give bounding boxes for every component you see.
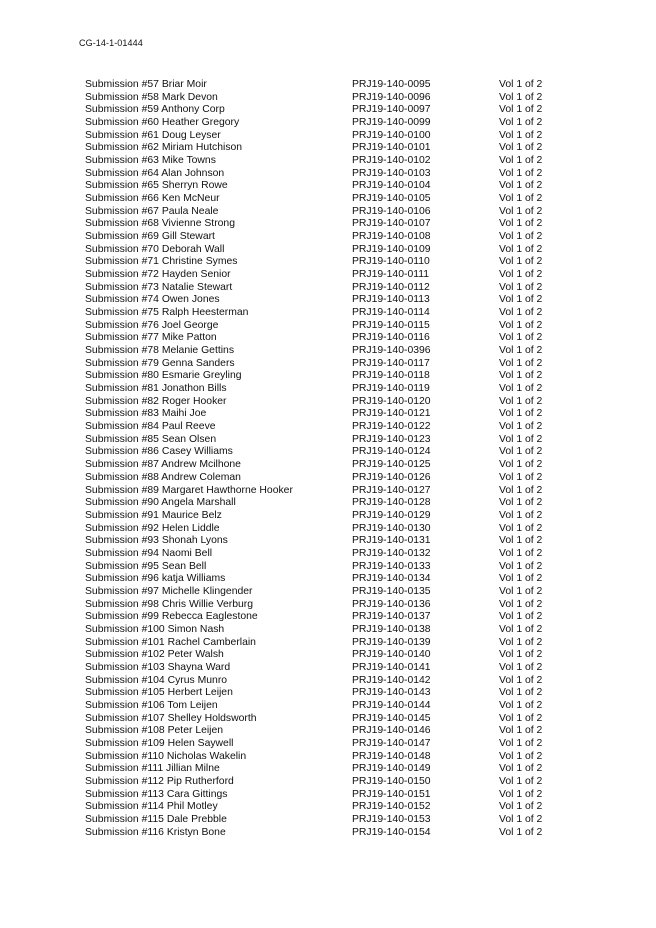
table-row bbox=[85, 662, 565, 675]
submission-name: Submission #116 Kristyn Bone bbox=[85, 826, 226, 838]
table-row bbox=[85, 827, 565, 840]
volume-label: Vol 1 of 2 bbox=[499, 459, 543, 471]
submission-name: Submission #72 Hayden Senior bbox=[85, 269, 231, 281]
volume-label: Vol 1 of 2 bbox=[499, 243, 543, 255]
submission-name: Submission #67 Paula Neale bbox=[85, 205, 219, 217]
project-reference: PRJ19-140-0124 bbox=[352, 446, 431, 458]
table-row bbox=[85, 345, 565, 358]
submission-name: Submission #90 Angela Marshall bbox=[85, 497, 236, 509]
project-reference: PRJ19-140-0130 bbox=[352, 522, 431, 534]
submission-name: Submission #107 Shelley Holdsworth bbox=[85, 712, 257, 724]
project-reference: PRJ19-140-0128 bbox=[352, 497, 431, 509]
volume-label: Vol 1 of 2 bbox=[499, 104, 543, 116]
table-row bbox=[85, 294, 565, 307]
submission-name: Submission #76 Joel George bbox=[85, 319, 219, 331]
project-reference: PRJ19-140-0139 bbox=[352, 636, 431, 648]
project-reference: PRJ19-140-0120 bbox=[352, 395, 431, 407]
submission-name: Submission #57 Briar Moir bbox=[85, 79, 207, 90]
project-reference: PRJ19-140-0097 bbox=[352, 104, 431, 116]
table-row bbox=[85, 725, 565, 738]
project-reference: PRJ19-140-0142 bbox=[352, 674, 431, 686]
submission-name: Submission #93 Shonah Lyons bbox=[85, 535, 228, 547]
volume-label: Vol 1 of 2 bbox=[499, 801, 543, 813]
volume-label: Vol 1 of 2 bbox=[499, 383, 543, 395]
project-reference: PRJ19-140-0119 bbox=[352, 383, 430, 395]
project-reference: PRJ19-140-0109 bbox=[352, 243, 431, 255]
submission-name: Submission #81 Jonathon Bills bbox=[85, 383, 227, 395]
submission-name: Submission #92 Helen Liddle bbox=[85, 522, 220, 534]
volume-label: Vol 1 of 2 bbox=[499, 573, 543, 585]
volume-label: Vol 1 of 2 bbox=[499, 522, 543, 534]
volume-label: Vol 1 of 2 bbox=[499, 129, 543, 141]
table-row bbox=[85, 738, 565, 751]
submission-name: Submission #101 Rachel Camberlain bbox=[85, 636, 256, 648]
volume-label: Vol 1 of 2 bbox=[499, 319, 543, 331]
project-reference: PRJ19-140-0144 bbox=[352, 699, 431, 711]
submission-name: Submission #62 Miriam Hutchison bbox=[85, 142, 243, 154]
volume-label: Vol 1 of 2 bbox=[499, 826, 543, 838]
submission-name: Submission #104 Cyrus Munro bbox=[85, 674, 228, 686]
submission-name: Submission #74 Owen Jones bbox=[85, 294, 220, 306]
volume-label: Vol 1 of 2 bbox=[499, 231, 543, 243]
table-row bbox=[85, 421, 565, 434]
project-reference: PRJ19-140-0152 bbox=[352, 801, 431, 813]
volume-label: Vol 1 of 2 bbox=[499, 547, 543, 559]
table-row bbox=[85, 320, 565, 333]
table-row bbox=[85, 408, 565, 421]
table-row bbox=[85, 561, 565, 574]
submission-name: Submission #89 Margaret Hawthorne Hooker bbox=[85, 484, 293, 496]
table-row bbox=[85, 206, 565, 219]
project-reference: PRJ19-140-0153 bbox=[352, 813, 431, 825]
submission-name: Submission #69 Gill Stewart bbox=[85, 231, 215, 243]
project-reference: PRJ19-140-0111 bbox=[352, 269, 430, 281]
volume-label: Vol 1 of 2 bbox=[499, 661, 543, 673]
volume-label: Vol 1 of 2 bbox=[499, 560, 543, 572]
table-row bbox=[85, 218, 565, 231]
submission-name: Submission #60 Heather Gregory bbox=[85, 117, 240, 129]
volume-label: Vol 1 of 2 bbox=[499, 446, 543, 458]
volume-label: Vol 1 of 2 bbox=[499, 218, 543, 230]
project-reference: PRJ19-140-0096 bbox=[352, 91, 431, 103]
project-reference: PRJ19-140-0396 bbox=[352, 345, 431, 357]
table-row bbox=[85, 700, 565, 713]
volume-label: Vol 1 of 2 bbox=[499, 421, 543, 433]
submission-name: Submission #83 Maihi Joe bbox=[85, 408, 207, 420]
project-reference: PRJ19-140-0141 bbox=[352, 661, 431, 673]
table-row bbox=[85, 358, 565, 371]
project-reference: PRJ19-140-0140 bbox=[352, 649, 431, 661]
volume-label: Vol 1 of 2 bbox=[499, 674, 543, 686]
submission-name: Submission #103 Shayna Ward bbox=[85, 661, 231, 673]
project-reference: PRJ19-140-0116 bbox=[352, 332, 430, 344]
submission-name: Submission #68 Vivienne Strong bbox=[85, 218, 235, 230]
volume-label: Vol 1 of 2 bbox=[499, 737, 543, 749]
submission-name: Submission #110 Nicholas Wakelin bbox=[85, 750, 247, 762]
volume-label: Vol 1 of 2 bbox=[499, 117, 543, 129]
volume-label: Vol 1 of 2 bbox=[499, 509, 543, 521]
table-row bbox=[85, 130, 565, 143]
volume-label: Vol 1 of 2 bbox=[499, 332, 543, 344]
project-reference: PRJ19-140-0132 bbox=[352, 547, 431, 559]
volume-label: Vol 1 of 2 bbox=[499, 699, 543, 711]
submission-name: Submission #112 Pip Rutherford bbox=[85, 775, 234, 787]
submission-name: Submission #58 Mark Devon bbox=[85, 91, 218, 103]
volume-label: Vol 1 of 2 bbox=[499, 712, 543, 724]
submission-name: Submission #102 Peter Walsh bbox=[85, 649, 224, 661]
volume-label: Vol 1 of 2 bbox=[499, 395, 543, 407]
submission-name: Submission #79 Genna Sanders bbox=[85, 357, 235, 369]
project-reference: PRJ19-140-0137 bbox=[352, 611, 431, 623]
volume-label: Vol 1 of 2 bbox=[499, 345, 543, 357]
project-reference: PRJ19-140-0108 bbox=[352, 231, 431, 243]
table-row bbox=[85, 142, 565, 155]
table-row bbox=[85, 459, 565, 472]
table-row bbox=[85, 535, 565, 548]
submission-list bbox=[85, 79, 565, 839]
project-reference: PRJ19-140-0114 bbox=[352, 307, 430, 319]
project-reference: PRJ19-140-0145 bbox=[352, 712, 431, 724]
table-row bbox=[85, 548, 565, 561]
project-reference: PRJ19-140-0121 bbox=[352, 408, 431, 420]
volume-label: Vol 1 of 2 bbox=[499, 294, 543, 306]
table-row bbox=[85, 307, 565, 320]
submission-name: Submission #75 Ralph Heesterman bbox=[85, 307, 249, 319]
project-reference: PRJ19-140-0133 bbox=[352, 560, 431, 572]
table-row bbox=[85, 396, 565, 409]
volume-label: Vol 1 of 2 bbox=[499, 725, 543, 737]
submission-name: Submission #94 Naomi Bell bbox=[85, 547, 213, 559]
submission-name: Submission #61 Doug Leyser bbox=[85, 129, 221, 141]
volume-label: Vol 1 of 2 bbox=[499, 763, 543, 775]
table-row bbox=[85, 446, 565, 459]
submission-name: Submission #91 Maurice Belz bbox=[85, 509, 222, 521]
table-row bbox=[85, 814, 565, 827]
project-reference: PRJ19-140-0099 bbox=[352, 117, 431, 129]
submission-name: Submission #96 katja Williams bbox=[85, 573, 226, 585]
table-row bbox=[85, 92, 565, 105]
table-row bbox=[85, 485, 565, 498]
project-reference: PRJ19-140-0113 bbox=[352, 294, 430, 306]
table-row bbox=[85, 497, 565, 510]
table-row bbox=[85, 180, 565, 193]
project-reference: PRJ19-140-0122 bbox=[352, 421, 431, 433]
volume-label: Vol 1 of 2 bbox=[499, 269, 543, 281]
volume-label: Vol 1 of 2 bbox=[499, 623, 543, 635]
table-row bbox=[85, 282, 565, 295]
submission-name: Submission #105 Herbert Leijen bbox=[85, 687, 233, 699]
volume-label: Vol 1 of 2 bbox=[499, 471, 543, 483]
project-reference: PRJ19-140-0151 bbox=[352, 788, 431, 800]
project-reference: PRJ19-140-0136 bbox=[352, 598, 431, 610]
table-row bbox=[85, 776, 565, 789]
volume-label: Vol 1 of 2 bbox=[499, 788, 543, 800]
project-reference: PRJ19-140-0100 bbox=[352, 129, 431, 141]
submission-name: Submission #106 Tom Leijen bbox=[85, 699, 218, 711]
submission-name: Submission #70 Deborah Wall bbox=[85, 243, 225, 255]
project-reference: PRJ19-140-0110 bbox=[352, 256, 430, 268]
table-row bbox=[85, 332, 565, 345]
table-row bbox=[85, 383, 565, 396]
volume-label: Vol 1 of 2 bbox=[499, 497, 543, 509]
submission-name: Submission #115 Dale Prebble bbox=[85, 813, 227, 825]
table-row bbox=[85, 155, 565, 168]
project-reference: PRJ19-140-0101 bbox=[352, 142, 431, 154]
table-row bbox=[85, 586, 565, 599]
table-row bbox=[85, 510, 565, 523]
submission-name: Submission #71 Christine Symes bbox=[85, 256, 238, 268]
project-reference: PRJ19-140-0135 bbox=[352, 585, 431, 597]
volume-label: Vol 1 of 2 bbox=[499, 370, 543, 382]
project-reference: PRJ19-140-0117 bbox=[352, 357, 430, 369]
volume-label: Vol 1 of 2 bbox=[499, 307, 543, 319]
project-reference: PRJ19-140-0126 bbox=[352, 471, 431, 483]
submission-name: Submission #80 Esmarie Greyling bbox=[85, 370, 242, 382]
volume-label: Vol 1 of 2 bbox=[499, 281, 543, 293]
project-reference: PRJ19-140-0118 bbox=[352, 370, 430, 382]
submission-name: Submission #88 Andrew Coleman bbox=[85, 471, 241, 483]
table-row bbox=[85, 751, 565, 764]
submission-name: Submission #73 Natalie Stewart bbox=[85, 281, 233, 293]
table-row bbox=[85, 763, 565, 776]
table-row bbox=[85, 168, 565, 181]
submission-name: Submission #114 Phil Motley bbox=[85, 801, 218, 813]
table-row bbox=[85, 789, 565, 802]
volume-label: Vol 1 of 2 bbox=[499, 611, 543, 623]
submission-name: Submission #85 Sean Olsen bbox=[85, 433, 217, 445]
submission-name: Submission #78 Melanie Gettins bbox=[85, 345, 235, 357]
volume-label: Vol 1 of 2 bbox=[499, 193, 543, 205]
table-row bbox=[85, 801, 565, 814]
project-reference: PRJ19-140-0107 bbox=[352, 218, 431, 230]
volume-label: Vol 1 of 2 bbox=[499, 357, 543, 369]
submission-name: Submission #59 Anthony Corp bbox=[85, 104, 225, 116]
submission-name: Submission #100 Simon Nash bbox=[85, 623, 225, 635]
project-reference: PRJ19-140-0127 bbox=[352, 484, 431, 496]
table-row bbox=[85, 611, 565, 624]
project-reference: PRJ19-140-0148 bbox=[352, 750, 431, 762]
volume-label: Vol 1 of 2 bbox=[499, 484, 543, 496]
submission-name: Submission #65 Sherryn Rowe bbox=[85, 180, 228, 192]
volume-label: Vol 1 of 2 bbox=[499, 585, 543, 597]
submission-name: Submission #99 Rebecca Eaglestone bbox=[85, 611, 258, 623]
project-reference: PRJ19-140-0134 bbox=[352, 573, 431, 585]
volume-label: Vol 1 of 2 bbox=[499, 598, 543, 610]
submission-name: Submission #77 Mike Patton bbox=[85, 332, 217, 344]
project-reference: PRJ19-140-0106 bbox=[352, 205, 431, 217]
project-reference: PRJ19-140-0129 bbox=[352, 509, 431, 521]
project-reference: PRJ19-140-0115 bbox=[352, 319, 430, 331]
volume-label: Vol 1 of 2 bbox=[499, 167, 543, 179]
project-reference: PRJ19-140-0138 bbox=[352, 623, 431, 635]
submission-name: Submission #86 Casey Williams bbox=[85, 446, 233, 458]
table-row bbox=[85, 434, 565, 447]
table-row bbox=[85, 713, 565, 726]
volume-label: Vol 1 of 2 bbox=[499, 91, 543, 103]
submission-name: Submission #97 Michelle Klingender bbox=[85, 585, 253, 597]
project-reference: PRJ19-140-0150 bbox=[352, 775, 431, 787]
submission-name: Submission #98 Chris Willie Verburg bbox=[85, 598, 254, 610]
project-reference: PRJ19-140-0103 bbox=[352, 167, 431, 179]
volume-label: Vol 1 of 2 bbox=[499, 79, 543, 90]
submission-name: Submission #109 Helen Saywell bbox=[85, 737, 234, 749]
table-row bbox=[85, 573, 565, 586]
document-id: CG-14-1-01444 bbox=[79, 38, 143, 48]
project-reference: PRJ19-140-0104 bbox=[352, 180, 431, 192]
submission-name: Submission #108 Peter Leijen bbox=[85, 725, 224, 737]
project-reference: PRJ19-140-0125 bbox=[352, 459, 431, 471]
submission-name: Submission #82 Roger Hooker bbox=[85, 395, 227, 407]
volume-label: Vol 1 of 2 bbox=[499, 750, 543, 762]
submission-name: Submission #84 Paul Reeve bbox=[85, 421, 216, 433]
volume-label: Vol 1 of 2 bbox=[499, 433, 543, 445]
table-row bbox=[85, 269, 565, 282]
table-row bbox=[85, 231, 565, 244]
volume-label: Vol 1 of 2 bbox=[499, 535, 543, 547]
table-row bbox=[85, 624, 565, 637]
submission-name: Submission #87 Andrew Mcilhone bbox=[85, 459, 241, 471]
volume-label: Vol 1 of 2 bbox=[499, 180, 543, 192]
submission-name: Submission #63 Mike Towns bbox=[85, 155, 216, 167]
table-row bbox=[85, 117, 565, 130]
volume-label: Vol 1 of 2 bbox=[499, 256, 543, 268]
project-reference: PRJ19-140-0147 bbox=[352, 737, 431, 749]
table-row bbox=[85, 193, 565, 206]
submission-name: Submission #111 Jillian Milne bbox=[85, 763, 220, 775]
volume-label: Vol 1 of 2 bbox=[499, 687, 543, 699]
volume-label: Vol 1 of 2 bbox=[499, 649, 543, 661]
submission-name: Submission #64 Alan Johnson bbox=[85, 167, 225, 179]
table-row bbox=[85, 523, 565, 536]
submission-name: Submission #66 Ken McNeur bbox=[85, 193, 220, 205]
volume-label: Vol 1 of 2 bbox=[499, 813, 543, 825]
volume-label: Vol 1 of 2 bbox=[499, 775, 543, 787]
table-row bbox=[85, 599, 565, 612]
project-reference: PRJ19-140-0154 bbox=[352, 826, 431, 838]
volume-label: Vol 1 of 2 bbox=[499, 155, 543, 167]
project-reference: PRJ19-140-0131 bbox=[352, 535, 431, 547]
project-reference: PRJ19-140-0149 bbox=[352, 763, 431, 775]
table-row bbox=[85, 637, 565, 650]
volume-label: Vol 1 of 2 bbox=[499, 636, 543, 648]
volume-label: Vol 1 of 2 bbox=[499, 142, 543, 154]
project-reference: PRJ19-140-0102 bbox=[352, 155, 431, 167]
project-reference: PRJ19-140-0123 bbox=[352, 433, 431, 445]
project-reference: PRJ19-140-0095 bbox=[352, 79, 431, 90]
volume-label: Vol 1 of 2 bbox=[499, 408, 543, 420]
table-row bbox=[85, 370, 565, 383]
table-row bbox=[85, 675, 565, 688]
submission-name: Submission #95 Sean Bell bbox=[85, 560, 207, 572]
table-row bbox=[85, 79, 565, 92]
table-row bbox=[85, 649, 565, 662]
table-row bbox=[85, 472, 565, 485]
table-row bbox=[85, 687, 565, 700]
project-reference: PRJ19-140-0143 bbox=[352, 687, 431, 699]
project-reference: PRJ19-140-0112 bbox=[352, 281, 430, 293]
table-row bbox=[85, 244, 565, 257]
project-reference: PRJ19-140-0105 bbox=[352, 193, 431, 205]
project-reference: PRJ19-140-0146 bbox=[352, 725, 431, 737]
table-row bbox=[85, 104, 565, 117]
submission-name: Submission #113 Cara Gittings bbox=[85, 788, 228, 800]
volume-label: Vol 1 of 2 bbox=[499, 205, 543, 217]
table-row bbox=[85, 256, 565, 269]
